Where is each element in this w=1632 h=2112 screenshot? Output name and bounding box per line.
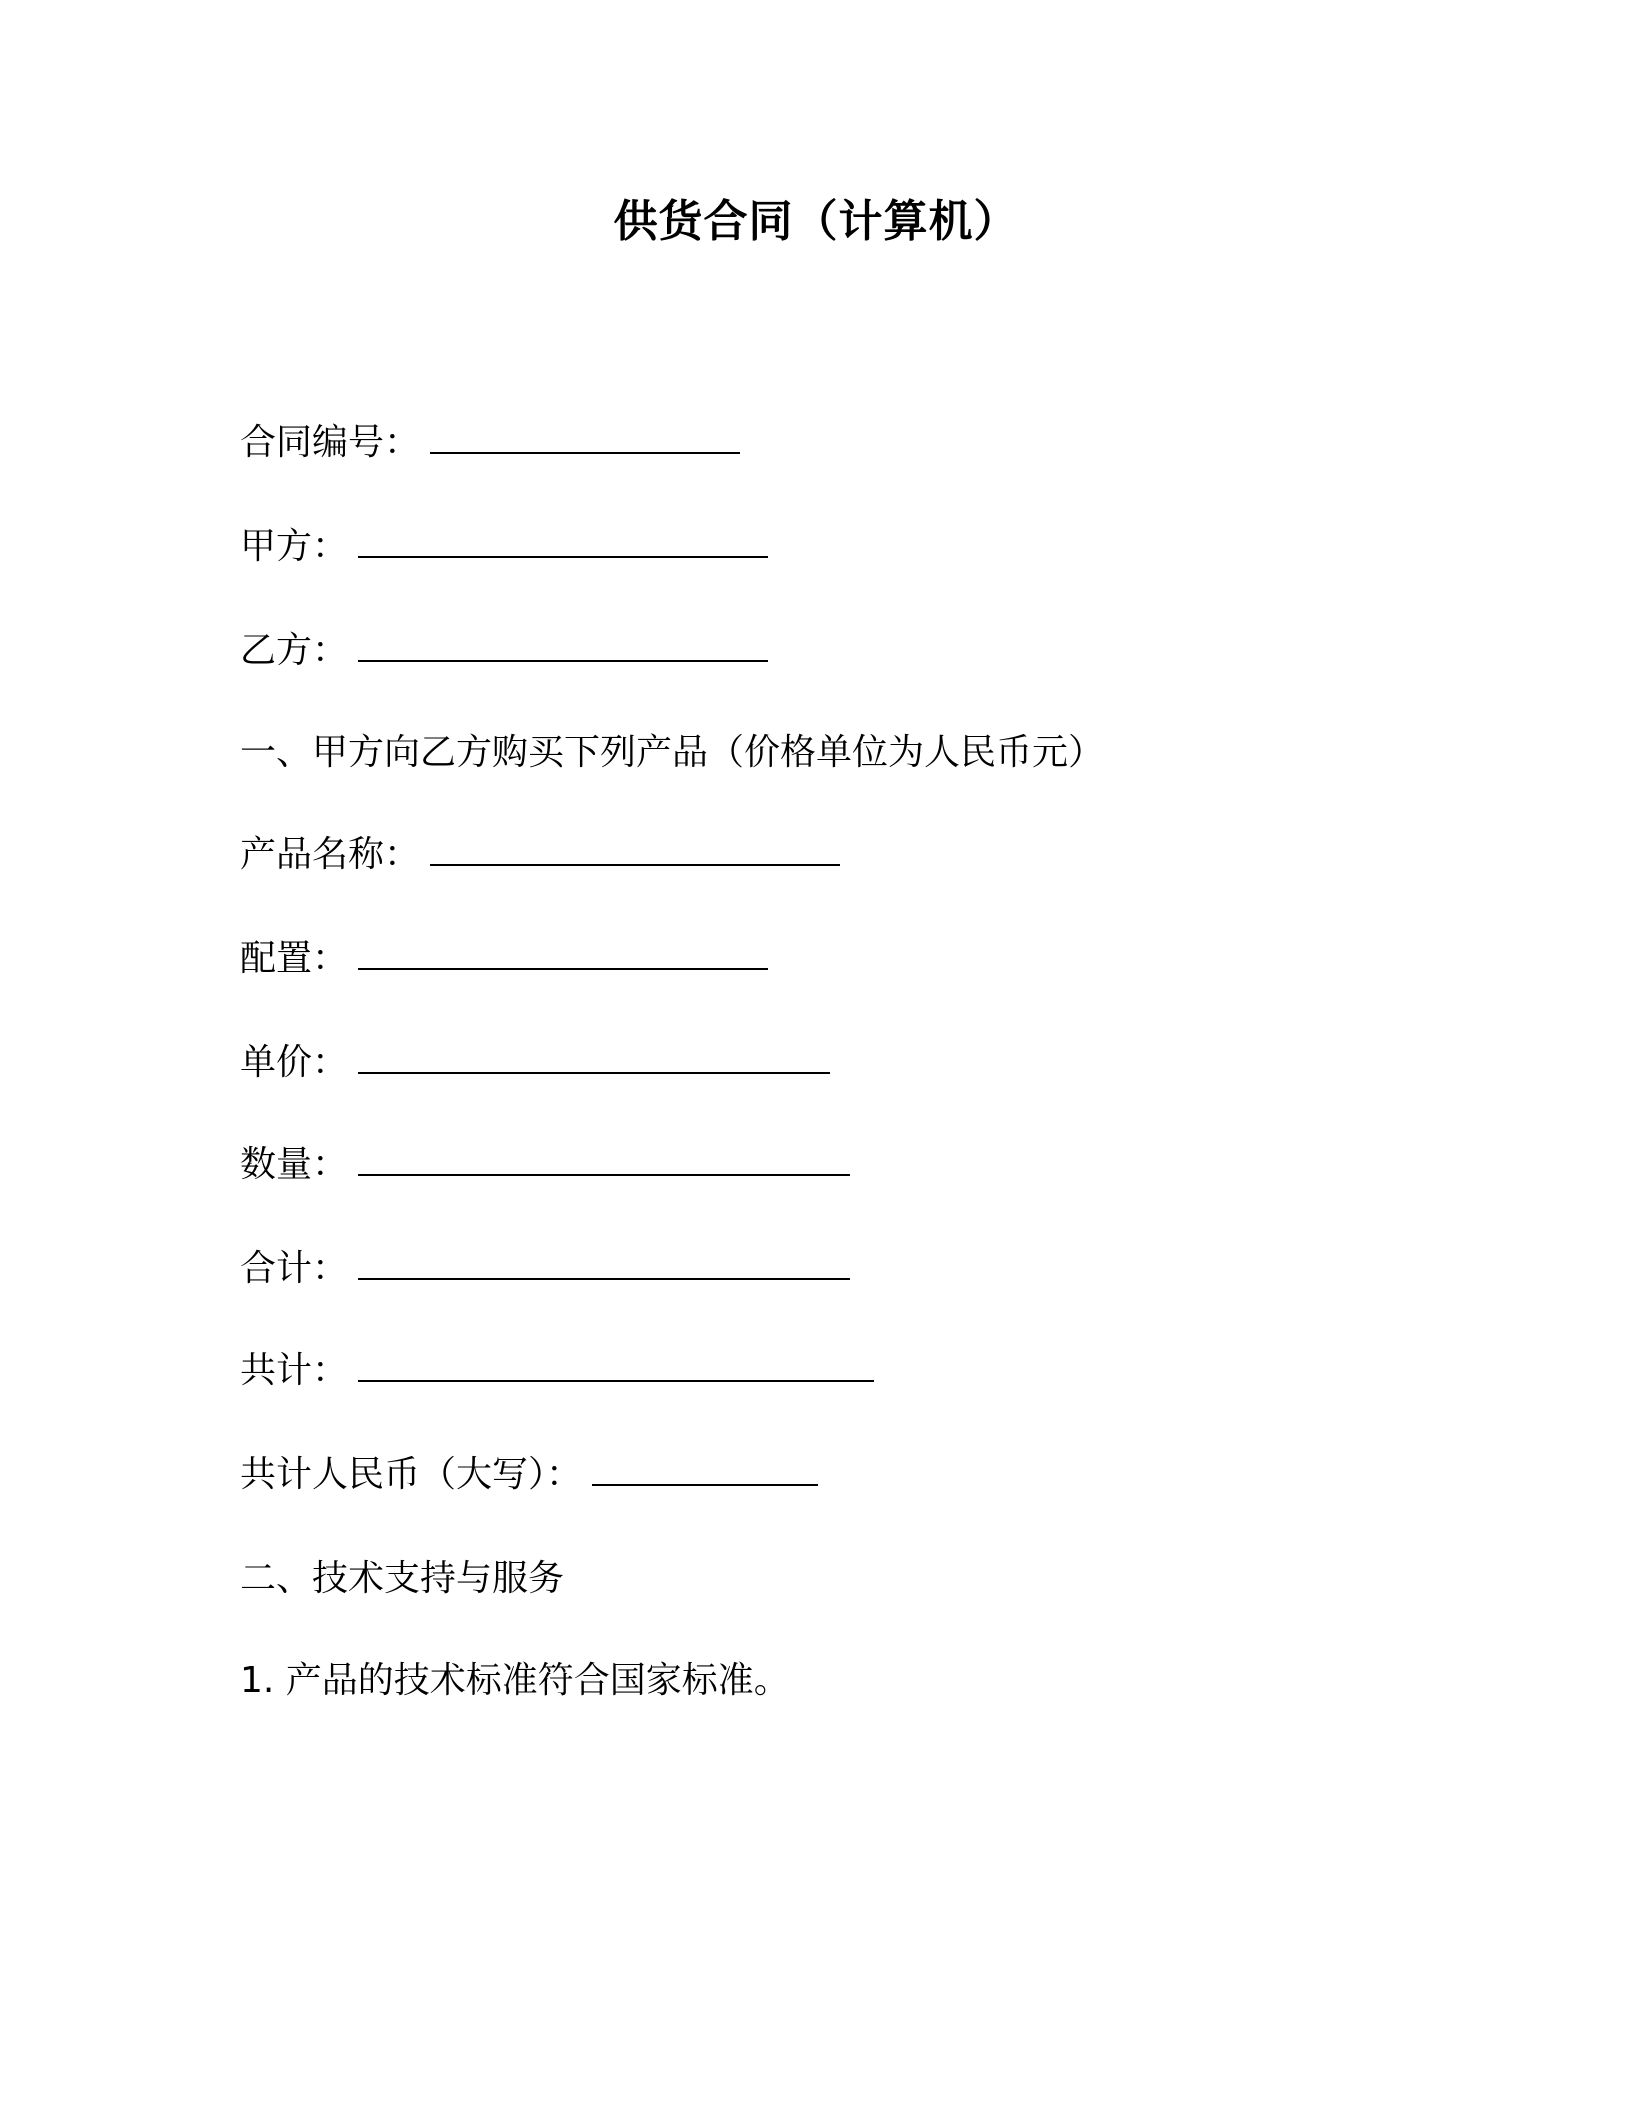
contract-number-label: 合同编号：: [240, 422, 421, 463]
total-rmb-blank: [592, 1450, 818, 1486]
total-rmb-label: 共计人民币（大写）：: [240, 1454, 583, 1495]
party-b-line: [240, 626, 768, 676]
total-line: [240, 1346, 874, 1396]
unit-price-line: [240, 1038, 830, 1088]
party-a-blank: [358, 522, 768, 558]
unit-price-label: 单价：: [240, 1042, 349, 1083]
party-b-blank: [358, 626, 768, 662]
subtotal-blank: [358, 1244, 850, 1280]
unit-price-blank: [358, 1038, 830, 1074]
total-label: 共计：: [240, 1350, 349, 1391]
clause-one-text: 1. 产品的技术标准符合国家标准。: [240, 1660, 790, 1701]
configuration-label: 配置：: [240, 938, 349, 979]
total-blank: [358, 1346, 874, 1382]
product-name-label: 产品名称：: [240, 834, 421, 875]
document-title: 供货合同（计算机）: [613, 196, 1019, 247]
product-name-blank: [430, 830, 840, 866]
party-b-label: 乙方：: [240, 630, 349, 671]
section-one-heading: 一、甲方向乙方购买下列产品（价格单位为人民币元）: [240, 732, 1105, 773]
subtotal-line: [240, 1244, 850, 1294]
product-name-line: [240, 830, 840, 880]
contract-number-blank: [430, 418, 740, 454]
quantity-line: [240, 1140, 850, 1190]
contract-number-line: [240, 418, 740, 468]
section-two-heading: 二、技术支持与服务: [240, 1558, 565, 1599]
configuration-line: [240, 934, 768, 984]
party-a-line: [240, 522, 768, 572]
configuration-blank: [358, 934, 768, 970]
party-a-label: 甲方：: [240, 526, 349, 567]
quantity-blank: [358, 1140, 850, 1176]
quantity-label: 数量：: [240, 1144, 349, 1185]
total-rmb-line: [240, 1450, 818, 1500]
subtotal-label: 合计：: [240, 1248, 349, 1289]
